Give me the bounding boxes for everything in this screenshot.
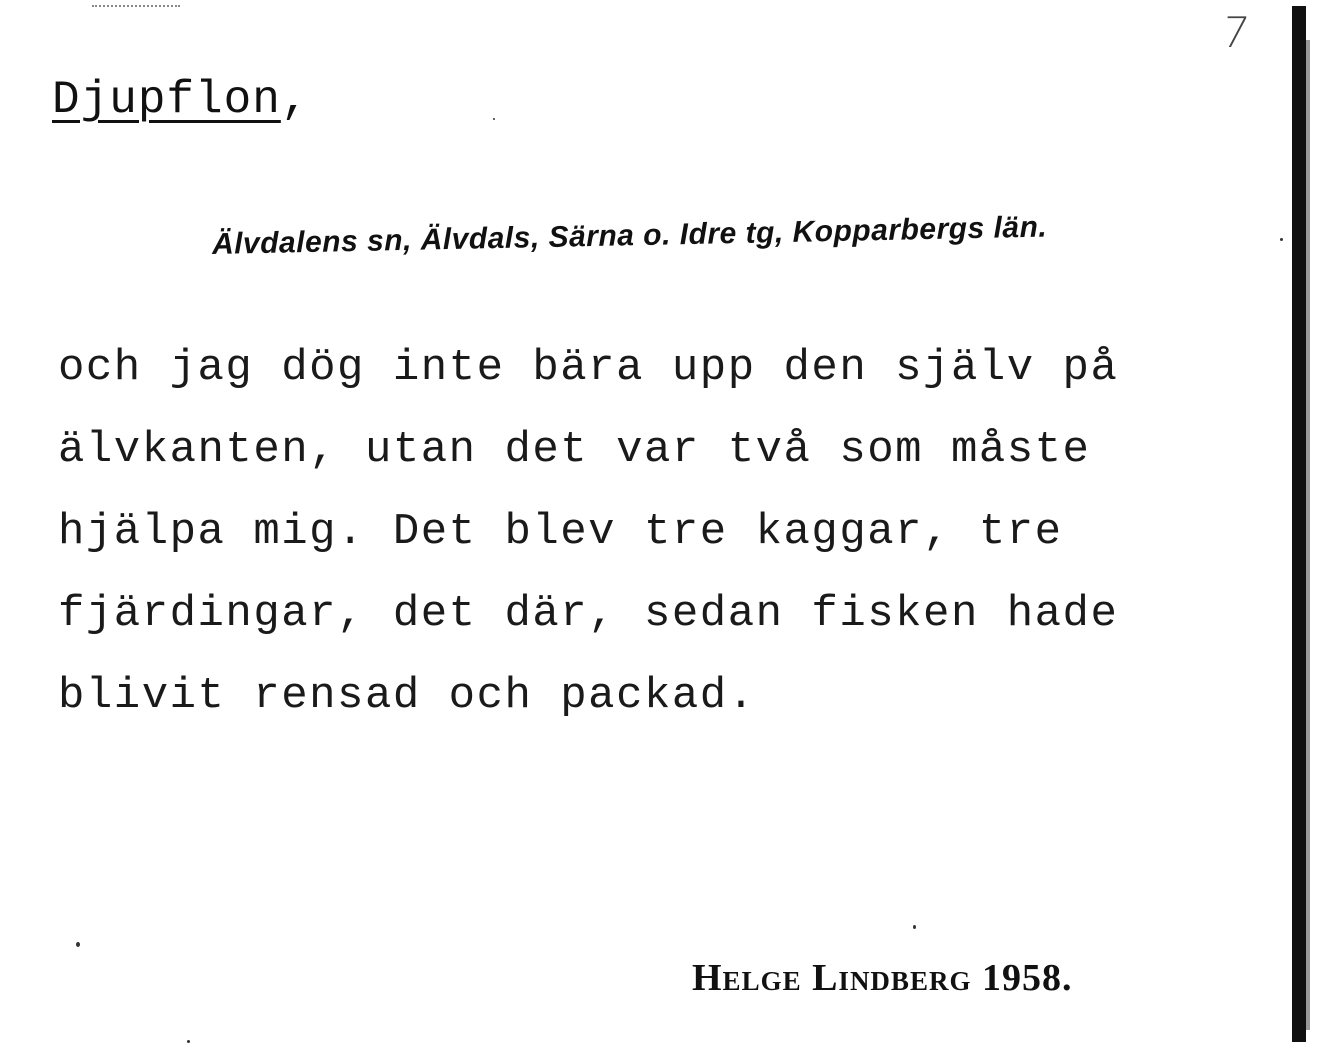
top-edge-mark [92, 5, 180, 9]
ink-speck [187, 1040, 190, 1043]
body-line: fjärdingar, det där, sedan fisken hade [58, 589, 1119, 639]
headword-punctuation: , [280, 74, 310, 126]
ink-speck [76, 942, 80, 947]
ink-speck [913, 925, 916, 929]
body-line: hjälpa mig. Det blev tre kaggar, tre [58, 507, 1063, 557]
body-line: älvkanten, utan det var två som måste [58, 425, 1091, 475]
signature: Helge Lindberg 1958. [692, 957, 1073, 999]
ink-speck [1280, 238, 1283, 241]
ink-speck [493, 118, 495, 120]
body-line: och jag dög inte bära upp den själv på [58, 343, 1119, 393]
headword-text: Djupflon [52, 74, 281, 126]
card-right-edge-shadow [1306, 40, 1310, 1030]
headword [52, 74, 309, 126]
location-line: Älvdalens sn, Älvdals, Särna o. Idre tg, Kopparbergs län. [211, 210, 1048, 261]
body-text [58, 338, 1118, 748]
page-number: 7 [1218, 8, 1253, 57]
card-right-edge [1292, 6, 1306, 1042]
body-line: blivit rensad och packad. [58, 671, 756, 721]
